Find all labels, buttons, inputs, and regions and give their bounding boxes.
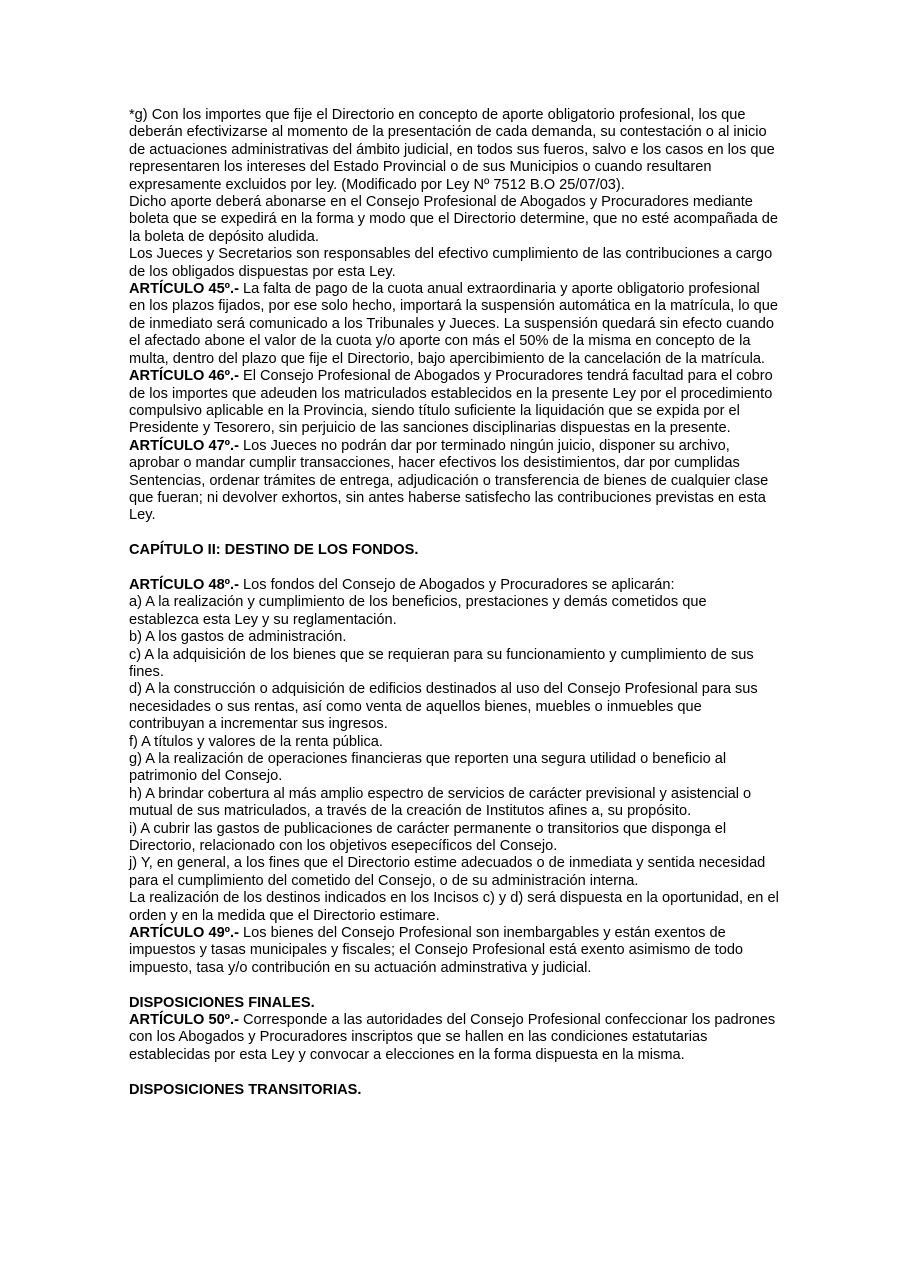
paragraph-text: La falta de pago de la cuota anual extraordinaria y aporte obligatorio profesional en los plazos fijados, por ese solo hecho, importará la suspensión automática en la matrícula, lo que de inmediato será comunicado a los Tribunales y Jueces. La suspensión quedará sin efecto cuando el afectado abone el valor de la cuota y/o aporte con más el 50% de la misma en concepto de la multa, dentro del plazo que fije el Directorio, bajo apercibimiento de la cancelación de la matrícula. [129,281,778,367]
section-heading [129,542,779,559]
article-label: DISPOSICIONES FINALES. [129,994,315,1011]
paragraph-text: h) A brindar cobertura al más amplio espectro de servicios de carácter previsional y asistencial o mutual de sus matriculados, a través de la creación de Institutos afines a, su propósito. [129,785,752,820]
paragraph [129,855,779,890]
paragraph-text: f) A títulos y valores de la renta pública. [129,733,383,750]
paragraph [129,107,779,194]
paragraph-text: Dicho aporte deberá abonarse en el Consejo Profesional de Abogados y Procuradores mediante boleta que se expedirá en la forma y modo que el Directorio determine, que no esté acompañada de la boleta de depósito aludida. [129,194,779,245]
section-heading [129,995,779,1012]
paragraph-text: Corresponde a las autoridades del Consejo Profesional confeccionar los padrones con los Abogados y Procuradores inscriptos que se hallen en las condiciones estatutarias establecidas por esta Ley y convocar a elecciones en la forma dispuesta en la misma. [129,1012,776,1063]
paragraph [129,281,779,368]
blank-line [129,977,779,994]
paragraph [129,925,779,977]
paragraph [129,734,779,751]
paragraph-text: Los bienes del Consejo Profesional son inembargables y están exentos de impuestos y tasas municipales y fiscales; el Consejo Profesional está exento asimismo de todo impuesto, tasa y/o contribución en su actuación adminstrativa y judicial. [129,925,744,976]
paragraph-text: Los Jueces no podrán dar por terminado ningún juicio, disponer su archivo, aprobar o mandar cumplir transacciones, hacer efectivos los desistimientos, dar por cumplidas Sentencias, ordenar trámites de entrega, adjudicación o transferencia de bienes de cualquier clase que fueran; ni devolver exhortos, sin antes haberse satisfecho las contribuciones previstas en esta Ley. [129,437,769,524]
paragraph [129,647,779,682]
paragraph-text: g) A la realización de operaciones financieras que reporten una segura utilidad o beneficio al patrimonio del Consejo. [129,751,727,785]
article-label: ARTÍCULO 45º.- [129,281,239,298]
article-label: ARTÍCULO 48º.- [129,576,239,593]
paragraph-text: c) A la adquisición de los bienes que se requieran para su funcionamiento y cumplimiento de sus fines. [129,646,754,680]
paragraph-text: Los fondos del Consejo de Abogados y Procuradores se aplicarán: [238,576,675,593]
paragraph-text: j) Y, en general, a los fines que el Directorio estime adecuados o de inmediata y sentida necesidad para el cumplimiento del cometido del Consejo, o de su administración interna. [129,855,766,889]
article-label: CAPÍTULO II: DESTINO DE LOS FONDOS. [129,542,419,559]
blank-line [129,525,779,542]
blank-line [129,1064,779,1081]
paragraph [129,246,779,281]
paragraph [129,368,779,438]
paragraph [129,751,779,786]
article-label: ARTÍCULO 50º.- [129,1012,239,1029]
document-page [129,107,779,1099]
paragraph [129,577,779,594]
article-label: ARTÍCULO 46º.- [129,368,239,385]
paragraph [129,821,779,856]
paragraph-text: Los Jueces y Secretarios son responsables del efectivo cumplimiento de las contribuciones a cargo de los obligados dispuestas por esta Ley. [129,246,773,280]
paragraph [129,438,779,525]
paragraph [129,786,779,821]
section-heading [129,1082,779,1099]
article-label: ARTÍCULO 49º.- [129,925,239,942]
paragraph-text: a) A la realización y cumplimiento de los beneficios, prestaciones y demás cometidos que establezca esta Ley y su reglamentación. [129,594,707,628]
paragraph-text: El Consejo Profesional de Abogados y Procuradores tendrá facultad para el cobro de los importes que adeuden los matriculados establecidos en la presente Ley por el procedimiento compulsivo aplicable en la Provincia, siendo título suficiente la liquidación que se expida por el Presidente y Tesorero, sin perjuicio de las sanciones disciplinarias dispuestas en la presente. [129,368,773,437]
paragraph [129,594,779,629]
paragraph [129,1012,779,1064]
paragraph [129,681,779,733]
paragraph [129,890,779,925]
paragraph-text: *g) Con los importes que fije el Directorio en concepto de aporte obligatorio profesional, los que deberán efectivizarse al momento de la presentación de cada demanda, su contestación o al inicio de actuaciones administrativas del ámbito judicial, en todos sus fueros, salvo e los casos en los que representaren los intereses del Estado Provincial o de sus Municipios o cuando resultaren expresamente excluidos por ley. (Modificado por Ley Nº 7512 B.O 25/07/03). [129,107,775,193]
paragraph-text: i) A cubrir las gastos de publicaciones de carácter permanente o transitorios que disponga el Directorio, relacionado con los objetivos esepecíficos del Consejo. [129,820,727,855]
article-label: ARTÍCULO 47º.- [129,437,239,454]
paragraph-text: d) A la construcción o adquisición de edificios destinados al uso del Consejo Profesional para sus necesidades o sus rentas, así como venta de aquellos bienes, muebles o inmuebles que contribuyan a incrementar sus ingresos. [129,681,758,733]
blank-line [129,560,779,577]
paragraph [129,629,779,646]
paragraph-text: b) A los gastos de administración. [129,629,347,646]
paragraph-text: La realización de los destinos indicados en los Incisos c) y d) será dispuesta en la oportunidad, en el orden y en la medida que el Directorio estimare. [129,890,779,924]
article-label: DISPOSICIONES TRANSITORIAS. [129,1081,362,1098]
paragraph [129,194,779,246]
